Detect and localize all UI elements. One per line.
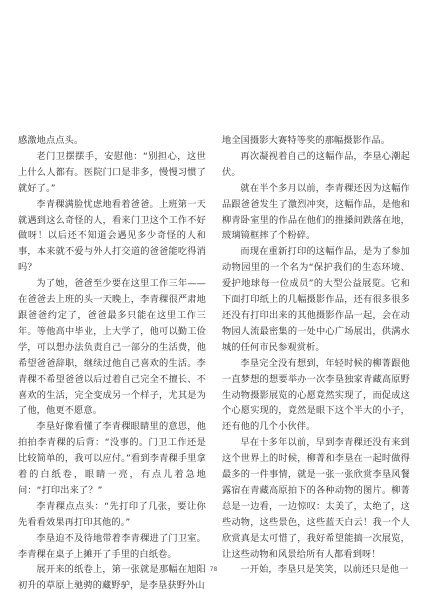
- paragraph: 为了她，爸爸至少要在这里工作三年——在爸爸去上班的头一天晚上，李青稞很严肃地跟爸爸约定了，爸爸最多只能在这里工作三年。等他高中毕业，上大学了，他可以勤工俭学，可以想办法负责自己一部分的生活费，他希望爸爸辞职，继续过他自己喜欢的生活。李青稞不希望爸爸以后过着自己完全不擅长、不喜欢的生活，完全变成另一个样子，尤其是为了他，他更不愿意。: [18, 278, 206, 417]
- paragraph: 李垦好像看懂了李青稞眼睛里的意思，他拍拍李青稞的后背：“没事的。门卫工作还是比较简单的，我可以应付。”看到李青稞手里拿着的白纸卷，眼睛一亮，有点儿着急地问：“打印出来了？”: [18, 421, 206, 496]
- right-column: [222, 133, 410, 578]
- paragraph: 再次凝视着自己的这幅作品，李垦心潮起伏。: [222, 150, 410, 178]
- paragraph: 老门卫摆摆手，安慰他：“别担心，这世上什么人都有。医院门口是非多，慢慢习惯了就好了。”: [18, 150, 206, 194]
- paragraph: 就在半个多月以前，李青稞还因为这幅作品跟爸爸发生了激烈冲突，这幅作品，是他和柳青卧室里的作品在他们的推搡间跌落在地，玻璃镜框摔了个粉碎。: [222, 182, 410, 242]
- paragraph: 李垦完全没有想到，年轻时候的柳菁跟他一直梦想的想要举办一次李垦独家青藏高原野生动物摄影展览的心愿竟然实现了，而促成这个心愿实现的，竟然是眼下这个半大的小子，还有他的几个小伙伴。: [222, 357, 410, 433]
- paragraph: 感激地点点头。: [18, 135, 84, 146]
- paragraph: 早在十多年以前，早到李青稞还没有来到这个世界上的时候，柳菁和李垦在一起时做得最多的一件事情，就是一张一张欣赏李垦风餐露宿在青藏高原拍下的各种动物的图片。柳菁总是一边看，一边惊叹：太美了，太绝了，这些动物，这些景色，这些蓝天白云！我一个人欣赏真是太可惜了，我好希望能搞一次展览，让这些动物和风景给所有人都看到呀！: [222, 437, 410, 560]
- paragraph: 李垦迫不及待地带着李青稞进了门卫室。李青稞在桌子上摊开了手里的白纸卷。: [18, 532, 206, 560]
- left-column: [18, 133, 206, 594]
- paragraph: 李青稞点点头：“先打印了几张，要让你先看看效果再打印其他的。”: [18, 500, 206, 528]
- page-number: 78: [209, 566, 218, 573]
- paragraph: 一开始，李垦只是笑笑，以前还只是他一: [240, 564, 409, 576]
- paragraph: 地全国摄影大赛特等奖的那幅摄影作品。: [222, 135, 391, 146]
- paragraph: 李青稞满脸忧虑地看着爸爸。上班第一天就遇到这么奇怪的人，看来门卫这个工作不好做呀！以后还不知道会遇见多少奇怪的人和事，本来就不爱与外人打交道的爸爸能吃得消吗？: [18, 198, 206, 274]
- paragraph: 而现在重新打印的这幅作品，是为了参加动物园里的一个名为“保护我们的生态环境、爱护地球每一位成员”的大型公益展览。它和下面打印纸上的几幅摄影作品，还有很多很多还没有打印出来的其他摄影作品一起，会在动物园人流最密集的一处中心广场展出，供满水城的任何市民参观赏析。: [222, 246, 410, 353]
- paragraph: 展开来的纸卷上，第一张就是那幅在旭阳初升的草原上驰骋的藏野驴，是李垦获野外山: [18, 564, 206, 592]
